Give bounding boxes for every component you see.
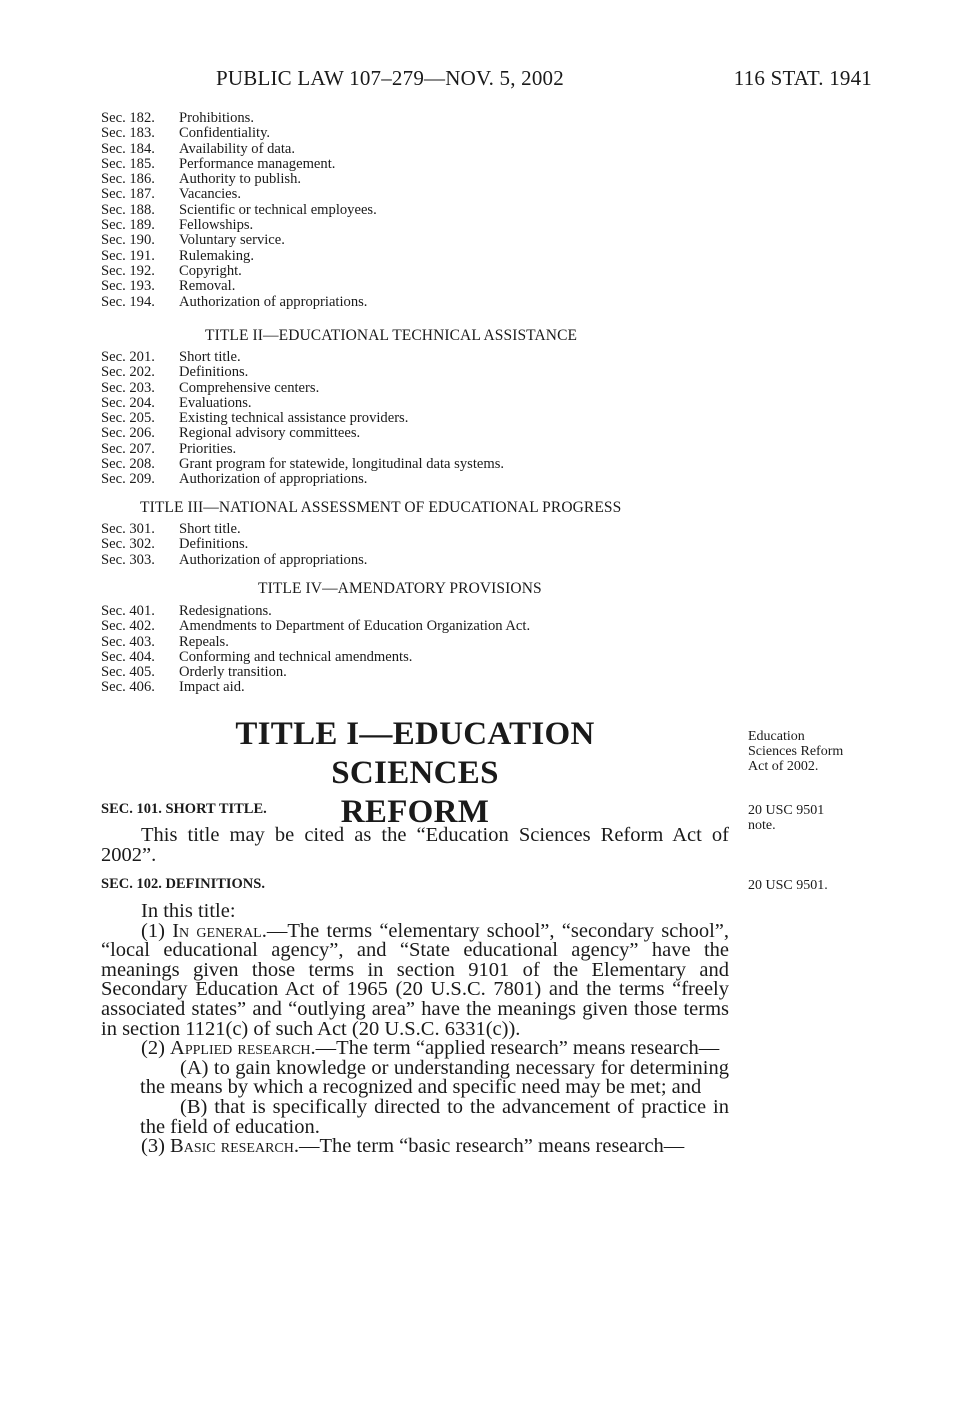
toc-section-title: Priorities. — [179, 440, 237, 457]
toc-entry — [101, 203, 377, 218]
toc-section-title: Evaluations. — [179, 394, 252, 411]
definition-1 — [101, 919, 730, 1040]
toc-section-title: Comprehensive centers. — [179, 379, 320, 396]
toc-section-number: Sec. 187. — [101, 186, 155, 203]
toc-section-title: Short title. — [179, 349, 241, 365]
definition-text: .—The terms “elementary school”, “secondary school”, “local educational agency”, and “State educational agency” have the meanings given those terms in section 9101 of the Elementary and Secondary Education Act of 1965 (20 U.S.C. 7801) and the terms “freely associated states” and “outlying area” have the meanings given those terms in section 1121(c) of such Act (20 U.S.C. 6331(c)). — [101, 919, 730, 1040]
toc-entry — [101, 522, 367, 537]
toc-section-title: Scientific or technical employees. — [179, 201, 377, 218]
toc-section-number: Sec. 189. — [101, 217, 155, 234]
toc-block-4 — [101, 604, 530, 696]
margin-line: Education — [748, 729, 805, 744]
toc-section-number: Sec. 206. — [101, 425, 155, 442]
toc-section-number: Sec. 191. — [101, 247, 155, 264]
definition-text: .—The term “basic research” means research— — [293, 1135, 685, 1158]
toc-section-number: Sec. 402. — [101, 618, 155, 635]
toc-section-number: Sec. 192. — [101, 262, 155, 279]
toc-entry — [101, 537, 367, 552]
sec-102-body — [101, 902, 729, 1157]
toc-entry — [101, 680, 530, 695]
margin-line: 20 USC 9501 — [748, 803, 825, 818]
toc-section-title: Availability of data. — [179, 140, 296, 157]
toc-section-title: Grant program for statewide, longitudinal data systems. — [179, 456, 505, 473]
toc-title-iii: TITLE III—NATIONAL ASSESSMENT OF EDUCATIONAL PROGRESS — [140, 499, 622, 516]
margin-note-sec-102: 20 USC 9501. — [748, 878, 828, 893]
toc-entry — [101, 157, 377, 172]
toc-section-title: Fellowships. — [179, 217, 254, 234]
definition-number: (2) — [141, 1037, 165, 1060]
toc-entry — [101, 411, 504, 426]
toc-section-number: Sec. 203. — [101, 379, 155, 396]
toc-entry — [101, 264, 377, 279]
toc-entry — [101, 233, 377, 248]
toc-entry — [101, 111, 377, 126]
definition-term: Applied research — [170, 1037, 311, 1060]
toc-section-title: Performance management. — [179, 155, 336, 172]
toc-section-number: Sec. 303. — [101, 551, 155, 568]
toc-entry — [101, 426, 504, 441]
toc-section-title: Authorization of appropriations. — [179, 471, 368, 488]
toc-section-number: Sec. 205. — [101, 410, 155, 427]
toc-section-number: Sec. 184. — [101, 140, 155, 157]
toc-section-number: Sec. 190. — [101, 232, 155, 249]
toc-section-number: Sec. 209. — [101, 471, 155, 488]
toc-section-number: Sec. 406. — [101, 679, 155, 696]
sec-101-text: This title may be cited as the “Education Sciences Reform Act of 2002”. — [101, 824, 729, 866]
toc-entry — [101, 350, 504, 365]
definition-term: In general — [172, 919, 262, 942]
toc-entry — [101, 396, 504, 411]
definition-2-a: (A) to gain knowledge or understanding necessary for determining the means by which a recognized and specific need may be met; and — [140, 1056, 729, 1099]
toc-block-1 — [101, 111, 377, 310]
toc-entry — [101, 472, 504, 487]
toc-section-title: Rulemaking. — [179, 247, 254, 264]
header-stat-page: 116 STAT. 1941 — [733, 66, 872, 90]
sec-101-body — [101, 826, 729, 865]
toc-title-iv: TITLE IV—AMENDATORY PROVISIONS — [258, 580, 542, 597]
toc-section-title: Repeals. — [179, 633, 229, 650]
toc-section-number: Sec. 405. — [101, 664, 155, 681]
toc-section-title: Orderly transition. — [179, 664, 287, 681]
toc-entry — [101, 442, 504, 457]
toc-section-number: Sec. 404. — [101, 648, 155, 665]
toc-entry — [101, 295, 377, 310]
toc-section-title: Vacancies. — [179, 186, 241, 203]
toc-section-number: Sec. 202. — [101, 364, 155, 381]
toc-section-number: Sec. 183. — [101, 125, 155, 142]
toc-section-number: Sec. 302. — [101, 536, 155, 553]
definition-number: (3) — [141, 1135, 165, 1158]
toc-section-title: Voluntary service. — [179, 232, 285, 249]
toc-section-number: Sec. 204. — [101, 394, 155, 411]
toc-section-number: Sec. 194. — [101, 293, 155, 310]
definition-2-b: (B) that is specifically directed to the advancement of practice in the field of education. — [140, 1095, 729, 1138]
toc-section-number: Sec. 301. — [101, 521, 155, 537]
title-i-line-1: TITLE I—EDUCATION SCIENCES — [235, 716, 595, 791]
toc-section-number: Sec. 188. — [101, 201, 155, 218]
toc-section-title: Short title. — [179, 521, 241, 537]
toc-entry — [101, 249, 377, 264]
toc-entry — [101, 457, 504, 472]
toc-section-number: Sec. 403. — [101, 633, 155, 650]
toc-section-title: Copyright. — [179, 262, 242, 279]
definition-term: Basic research — [170, 1135, 294, 1158]
toc-section-title: Redesignations. — [179, 603, 272, 619]
definition-3 — [101, 1137, 729, 1157]
sec-101-heading: SEC. 101. SHORT TITLE. — [101, 801, 267, 817]
toc-section-number: Sec. 401. — [101, 603, 155, 619]
definition-2 — [101, 1039, 729, 1059]
toc-section-title: Authority to publish. — [179, 171, 302, 188]
toc-section-title: Amendments to Department of Education Organization Act. — [179, 618, 531, 635]
margin-note-short-title — [748, 729, 843, 774]
toc-section-title: Definitions. — [179, 536, 249, 553]
toc-entry — [101, 650, 530, 665]
toc-section-title: Conforming and technical amendments. — [179, 648, 413, 665]
toc-section-number: Sec. 186. — [101, 171, 155, 188]
toc-section-title: Impact aid. — [179, 679, 245, 696]
toc-entry — [101, 187, 377, 202]
toc-entry — [101, 142, 377, 157]
margin-line: note. — [748, 818, 776, 833]
header-law-date: PUBLIC LAW 107–279—NOV. 5, 2002 — [216, 66, 564, 90]
toc-section-title: Regional advisory committees. — [179, 425, 361, 442]
toc-entry — [101, 218, 377, 233]
toc-section-number: Sec. 182. — [101, 110, 155, 126]
sec-102-heading: SEC. 102. DEFINITIONS. — [101, 876, 265, 892]
toc-section-title: Authorization of appropriations. — [179, 293, 368, 310]
title-i-line-2: REFORM — [340, 794, 490, 830]
toc-section-number: Sec. 201. — [101, 349, 155, 365]
toc-entry — [101, 635, 530, 650]
margin-line: Sciences Reform — [748, 744, 844, 759]
toc-block-3 — [101, 522, 367, 568]
definition-number: (1) — [141, 919, 165, 942]
definition-text: .—The term “applied research” means research— — [310, 1037, 720, 1060]
toc-entry — [101, 172, 377, 187]
toc-entry — [101, 665, 530, 680]
toc-section-title: Confidentiality. — [179, 125, 271, 142]
toc-section-number: Sec. 208. — [101, 456, 155, 473]
toc-section-number: Sec. 185. — [101, 155, 155, 172]
toc-section-number: Sec. 207. — [101, 440, 155, 457]
toc-section-number: Sec. 193. — [101, 278, 155, 295]
toc-entry — [101, 126, 377, 141]
toc-section-title: Authorization of appropriations. — [179, 551, 368, 568]
toc-section-title: Removal. — [179, 278, 236, 295]
toc-entry — [101, 381, 504, 396]
margin-note-sec-101 — [748, 803, 824, 833]
sec-102-intro: In this title: — [141, 900, 236, 922]
toc-title-ii: TITLE II—EDUCATIONAL TECHNICAL ASSISTANCE — [205, 327, 578, 344]
toc-section-title: Prohibitions. — [179, 110, 255, 126]
toc-entry — [101, 619, 530, 634]
toc-entry — [101, 365, 504, 380]
margin-line: Act of 2002. — [748, 759, 819, 774]
toc-section-title: Definitions. — [179, 364, 249, 381]
toc-entry — [101, 279, 377, 294]
toc-entry — [101, 604, 530, 619]
toc-block-2 — [101, 350, 504, 488]
toc-section-title: Existing technical assistance providers. — [179, 410, 409, 427]
toc-entry — [101, 553, 367, 568]
